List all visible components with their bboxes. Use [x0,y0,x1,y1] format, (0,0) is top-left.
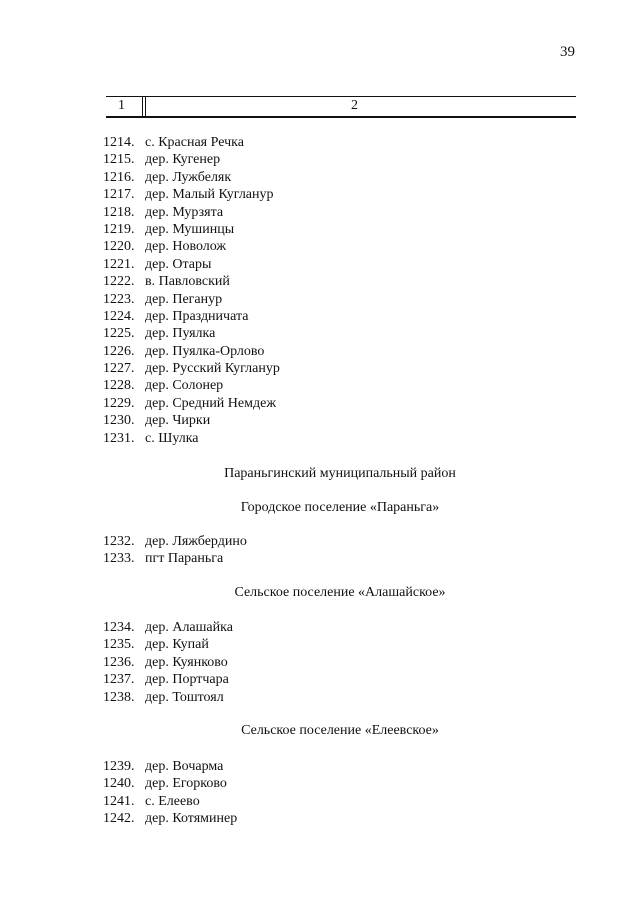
header-bottom-rule [106,116,576,118]
list-item [103,810,583,827]
header-divider [142,96,143,117]
list-item [103,291,583,308]
header-top-rule [106,96,576,97]
list-item [103,793,583,810]
locality-name: дер. Русский Кугланур [145,361,280,377]
item-number: 1217. [103,187,135,203]
locality-name: дер. Егорково [145,776,227,792]
item-number: 1234. [103,620,135,635]
locality-name: дер. Мурзята [145,204,224,220]
locality-name: дер. Купай [145,637,209,653]
locality-name: дер. Котяминер [145,811,238,827]
item-number: 1220. [103,239,135,255]
list-item [103,325,583,342]
list-item [103,412,583,429]
list-item [103,238,583,255]
item-number: 1226. [103,343,135,359]
locality-name: дер. Мушинцы [145,221,235,237]
item-number: 1214. [103,135,135,150]
list-item [103,256,583,273]
locality-name: дер. Средний Немдеж [145,395,276,411]
item-number: 1237. [103,672,135,688]
column-header-table [106,96,576,117]
locality-name: дер. Алашайка [145,620,233,635]
item-number: 1221. [103,256,135,272]
header-col-1: 1 [118,98,125,113]
item-number: 1218. [103,204,135,220]
locality-name: с. Елеево [145,793,200,809]
locality-name: в. Павловский [145,274,230,290]
item-number: 1219. [103,221,135,237]
locality-name: с. Красная Речка [145,135,244,150]
list-item [103,186,583,203]
item-number: 1225. [103,326,135,342]
list-item [103,636,583,653]
item-number: 1242. [103,811,135,827]
item-number: 1223. [103,291,135,307]
list-item [103,671,583,688]
list-item [103,395,583,412]
item-number: 1228. [103,378,135,394]
list-item [103,430,583,447]
item-number: 1229. [103,395,135,411]
list-item [103,775,583,792]
list-item [103,654,583,671]
item-number: 1231. [103,430,135,446]
list-item [103,204,583,221]
settlement-heading-eleevo: Сельское поселение «Елеевское» [241,723,439,738]
item-number: 1224. [103,308,135,324]
locality-name: дер. Пеганур [145,291,223,307]
locality-name: дер. Солонер [145,378,224,394]
item-number: 1241. [103,793,135,809]
item-number: 1238. [103,689,135,705]
locality-name: дер. Праздничата [145,308,249,324]
locality-name: дер. Пуялка-Орлово [145,343,265,359]
locality-name: дер. Новолож [145,239,227,255]
list-item [103,151,583,168]
list-item [103,550,583,567]
item-number: 1230. [103,413,135,429]
list-item [103,343,583,360]
list-item [103,360,583,377]
locality-name: дер. Ляжбердино [145,534,247,549]
locality-name: дер. Отары [145,256,212,272]
list-item [103,689,583,706]
item-number: 1227. [103,361,135,377]
settlement-heading-alashai: Сельское поселение «Алашайское» [234,585,446,600]
item-number: 1235. [103,637,135,653]
list-item [103,169,583,186]
locality-list-4 [103,758,583,828]
item-number: 1215. [103,152,135,168]
list-item [103,134,583,151]
locality-name: дер. Кугенер [145,152,221,168]
list-item [103,308,583,325]
item-number: 1216. [103,169,135,185]
list-item [103,273,583,290]
locality-name: пгт Параньга [145,551,224,567]
locality-name: дер. Тоштоял [145,689,224,705]
item-number: 1233. [103,551,135,567]
list-item [103,619,583,636]
item-number: 1239. [103,759,135,774]
page-number: 39 [560,44,575,60]
item-number: 1222. [103,274,135,290]
locality-name: дер. Куянково [145,654,228,670]
item-number: 1236. [103,654,135,670]
locality-list-1 [103,134,583,447]
item-number: 1240. [103,776,135,792]
header-divider [145,96,146,117]
locality-list-3 [103,619,583,706]
locality-name: дер. Чирки [145,413,211,429]
list-item [103,758,583,775]
locality-name: дер. Портчара [145,672,229,688]
locality-name: с. Шулка [145,430,199,446]
settlement-heading-paranga: Городское поселение «Параньга» [240,500,440,515]
list-item [103,221,583,238]
list-item [103,533,583,550]
item-number: 1232. [103,534,135,549]
locality-name: дер. Пуялка [145,326,216,342]
locality-list-2 [103,533,583,568]
district-heading: Параньгинский муниципальный район [224,466,456,481]
header-col-2: 2 [351,98,358,113]
locality-name: дер. Малый Кугланур [145,187,274,203]
list-item [103,377,583,394]
locality-name: дер. Лужбеляк [145,169,232,185]
locality-name: дер. Вочарма [145,759,224,774]
